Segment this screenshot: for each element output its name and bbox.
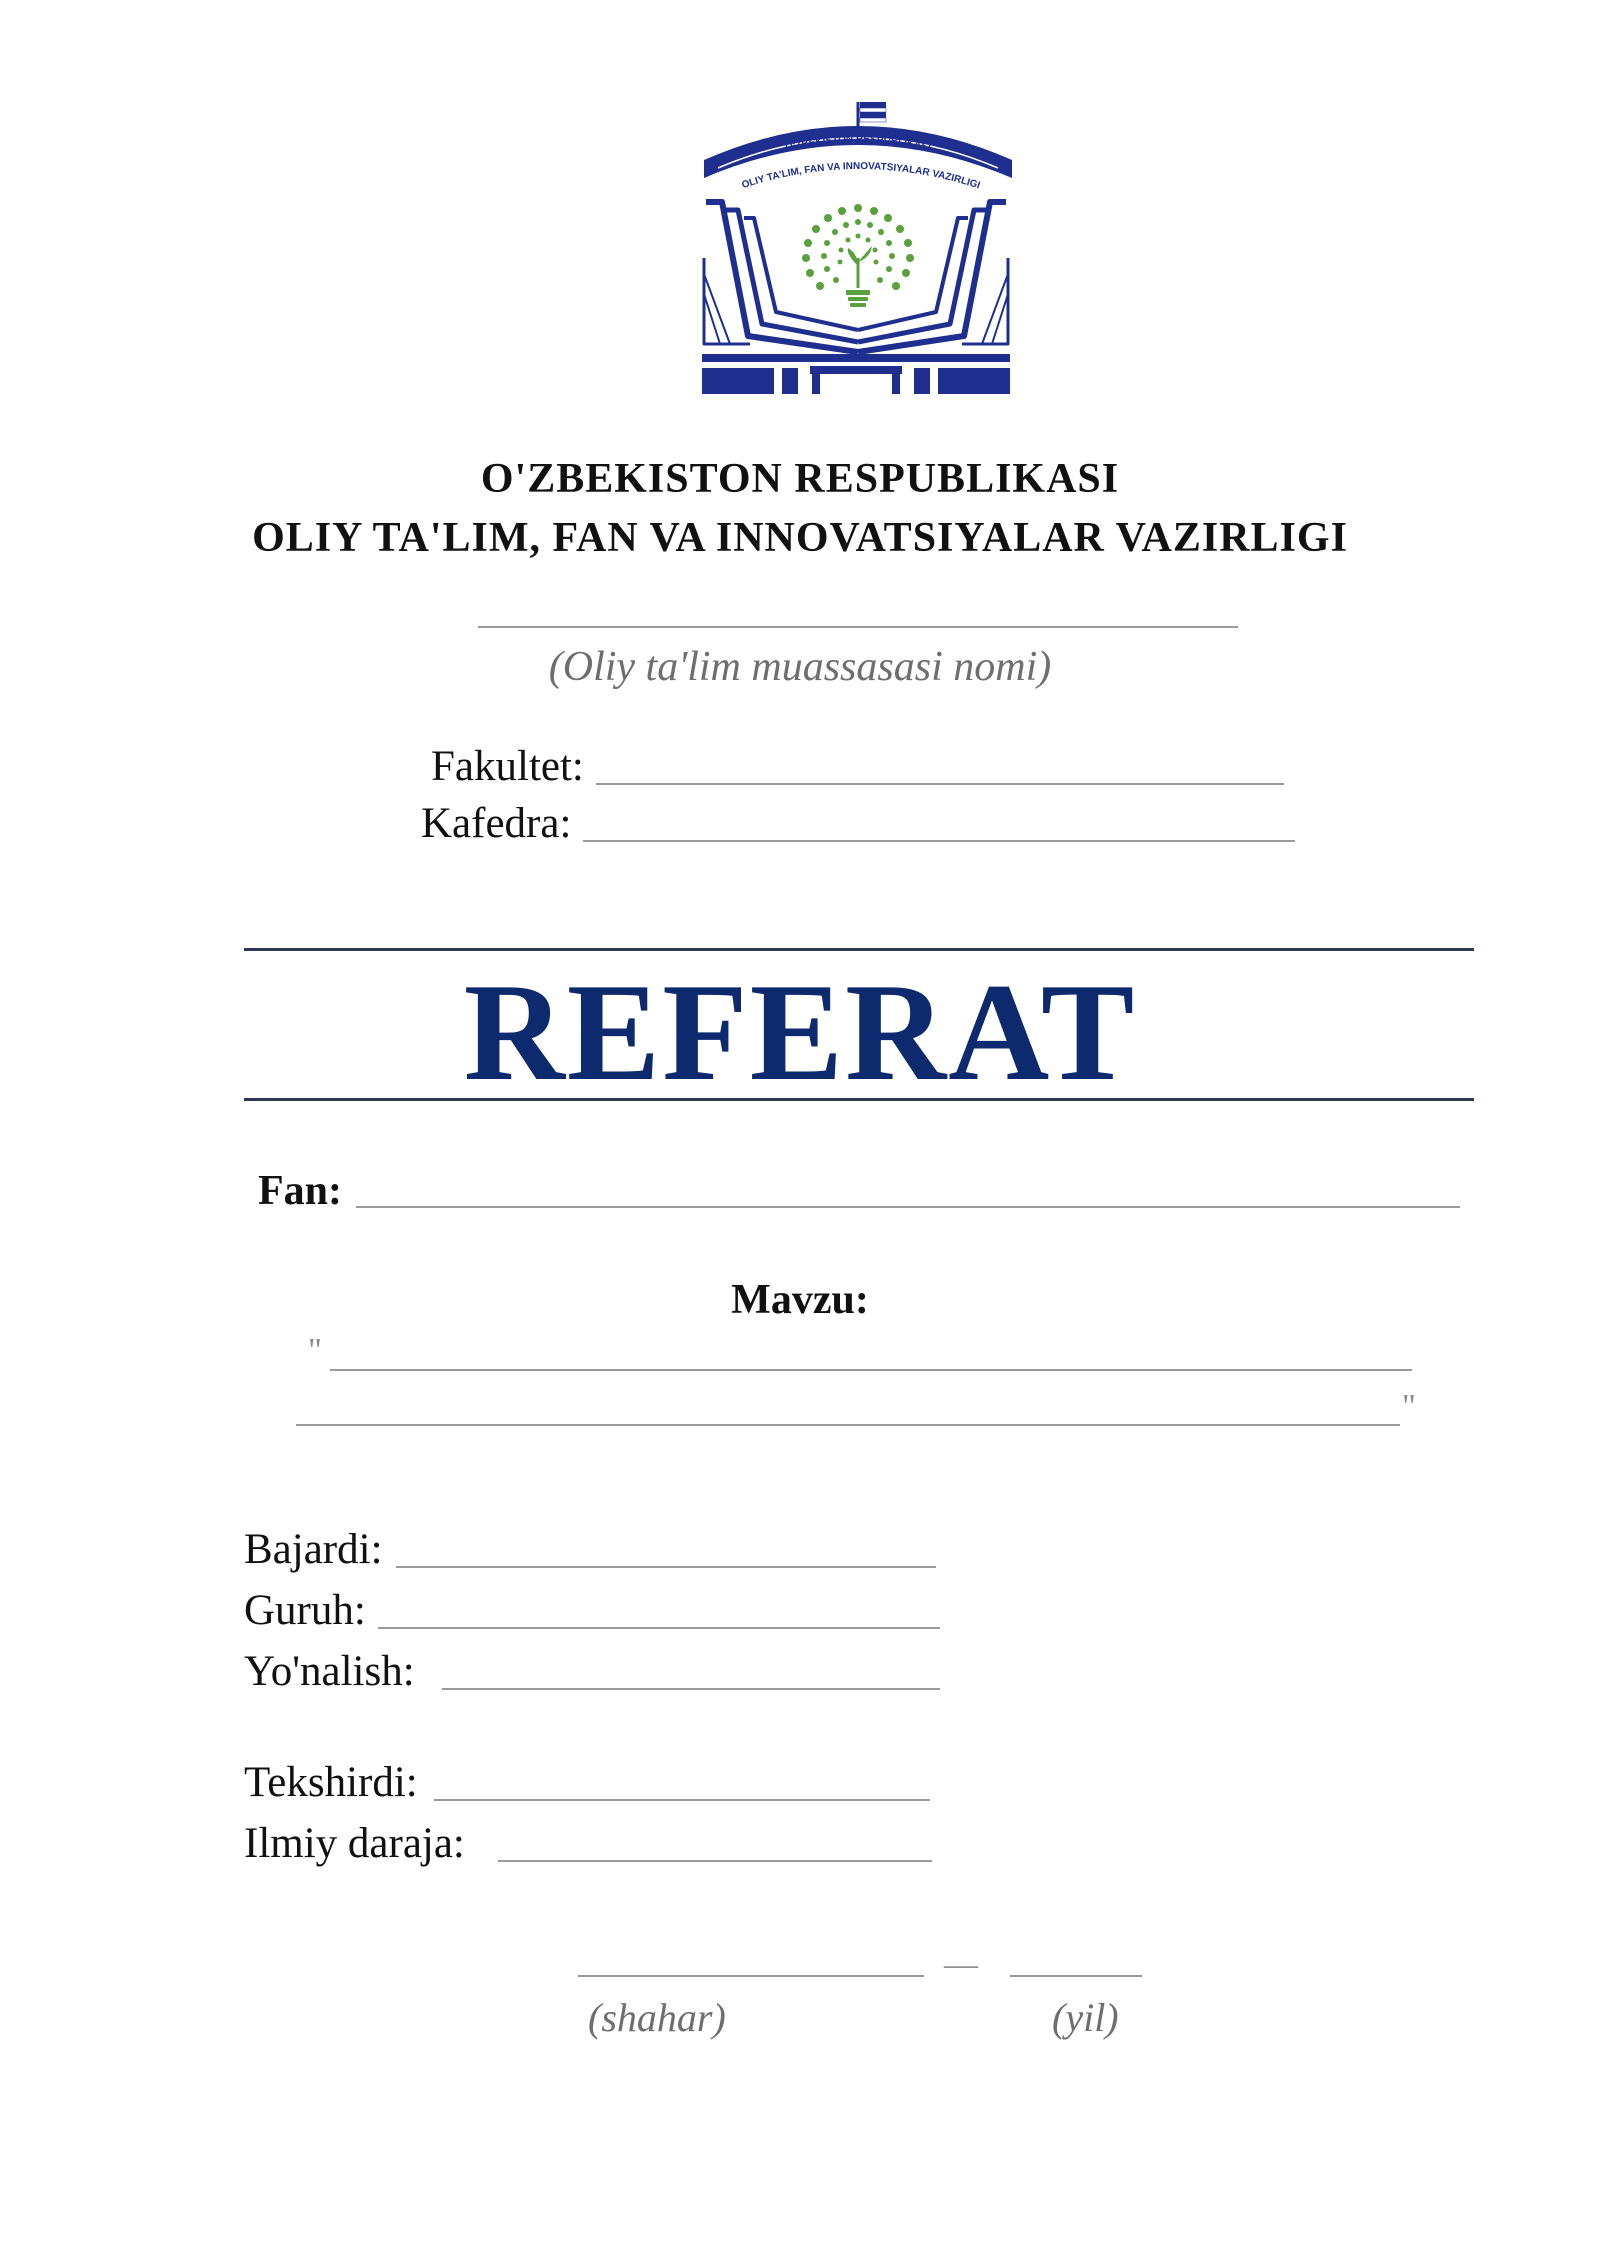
academic-degree-line[interactable] xyxy=(498,1860,932,1862)
ministry-emblem-logo xyxy=(700,98,1012,400)
checked-by-line[interactable] xyxy=(434,1799,930,1801)
ministry-title-line-2: OLIY TA'LIM, FAN VA INNOVATSIYALAR VAZIRLIGI xyxy=(252,515,1348,561)
ministry-title-line-1: O'ZBEKISTON RESPUBLIKASI xyxy=(480,456,1120,502)
group-line[interactable] xyxy=(378,1627,940,1629)
faculty-label: Fakultet: xyxy=(431,743,584,790)
group-label: Guruh: xyxy=(244,1587,366,1634)
institution-name-line[interactable] xyxy=(478,626,1238,628)
department-label: Kafedra: xyxy=(421,800,572,847)
direction-label: Yo'nalish: xyxy=(244,1648,415,1695)
academic-degree-label: Ilmiy daraja: xyxy=(244,1820,465,1867)
subject-line[interactable] xyxy=(356,1206,1460,1208)
subject-label: Fan: xyxy=(258,1168,342,1214)
year-caption: (yil) xyxy=(1052,1995,1119,2040)
topic-close-quote: " xyxy=(1402,1388,1416,1425)
city-caption: (shahar) xyxy=(588,1995,726,2040)
emblem-arc-text-1: O'ZBEKISTON RESPUBLIKASI xyxy=(784,133,932,154)
institution-name-caption: (Oliy ta'lim muassasasi nomi) xyxy=(548,644,1052,690)
topic-line-2[interactable] xyxy=(296,1424,1400,1426)
book-shape xyxy=(704,202,1008,352)
department-line[interactable] xyxy=(583,840,1295,842)
emblem-arc-text-2: OLIY TA'LIM, FAN VA INNOVATSIYALAR VAZIRLIGI xyxy=(740,160,982,192)
topic-open-quote: " xyxy=(308,1332,322,1369)
performed-by-label: Bajardi: xyxy=(244,1526,383,1573)
flag-stripe-shape xyxy=(860,102,886,108)
direction-line[interactable] xyxy=(442,1688,940,1690)
checked-by-label: Tekshirdi: xyxy=(244,1759,418,1806)
performed-by-line[interactable] xyxy=(396,1566,936,1568)
topic-line-1[interactable] xyxy=(330,1369,1412,1371)
title-top-rule xyxy=(244,948,1474,951)
building-base-shape xyxy=(702,354,1010,394)
year-line[interactable] xyxy=(1010,1975,1142,1977)
document-title: REFERAT xyxy=(463,955,1137,1110)
faculty-line[interactable] xyxy=(596,783,1284,785)
topic-label: Mavzu: xyxy=(731,1277,869,1323)
green-tree-icon xyxy=(802,204,914,307)
city-line[interactable] xyxy=(578,1975,924,1977)
title-bottom-rule xyxy=(244,1098,1474,1101)
city-year-separator: — xyxy=(944,1946,978,1983)
